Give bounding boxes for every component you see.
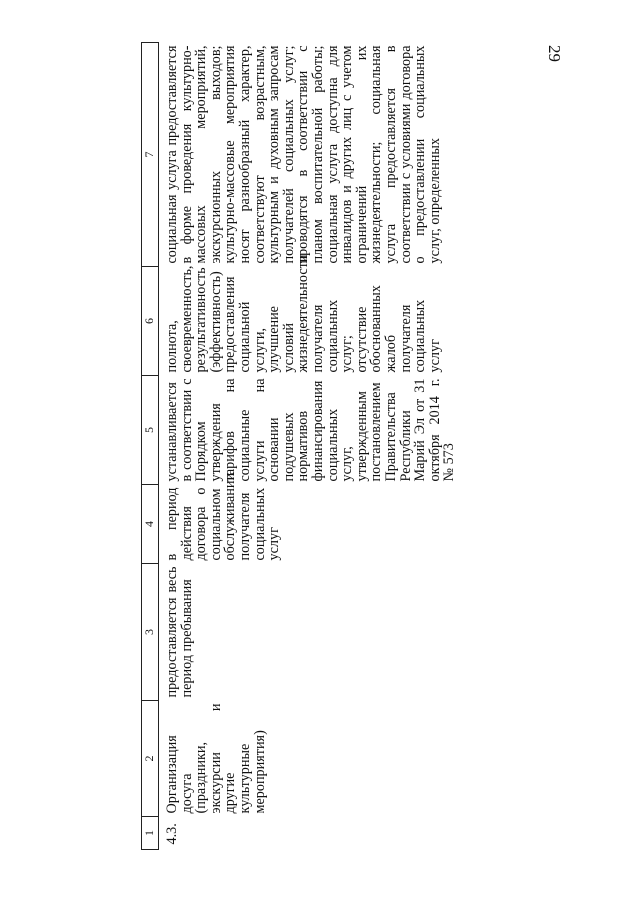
- header-col-3: 3: [142, 564, 159, 701]
- quality-indicators: полнота, своевременность, результативность (эффективность) предоставления социальной услуги, улучшение условий жизнедеятельности получателя социальных услуг; отсутствие обоснованных жалоб получателя социальных услуг: [164, 254, 443, 373]
- header-col-7: 7: [142, 43, 159, 267]
- page-number: 29: [545, 45, 564, 62]
- header-col-1: 1: [142, 817, 159, 850]
- row-number: 4.3.: [164, 823, 180, 845]
- table-row: [159, 43, 457, 850]
- service-name: Организация досуга (праздники, экскурсии и другие культурные мероприятия): [164, 703, 268, 814]
- services-table: [141, 42, 457, 850]
- payment-terms: устанавливается в соответствии с Порядком утверждения тарифов на социальные услуги на основании подушевых нормативов финансирования социальных услуг, утвержденным постановлением Правительства Республики Марий Эл от 31 октября 2014 г. № 573: [164, 378, 458, 482]
- service-period: в период действия договора о социальном обслуживании получателя социальных услуг: [164, 472, 283, 561]
- header-col-2: 2: [142, 701, 159, 817]
- header-col-6: 6: [142, 267, 159, 376]
- service-conditions: социальная услуга предоставляется в форме проведения культурно-массовых мероприятий, экскурсионных выходов; культурно-массовые мероприятия носят разнообразный характер, соответствуют возрастным, культурным и духовным запросам получателей социальных услуг; проводятся в соответствии с планом воспитательной работы; социальная услуга доступна для инвалидов и других лиц с учетом ограничений их жизнедеятельности; социальная услуга предоставляется в соответствии с условиями договора о предоставлении социальных услуг, определенных: [164, 45, 443, 264]
- header-col-4: 4: [142, 485, 159, 564]
- header-col-5: 5: [142, 376, 159, 485]
- service-duration: предоставляется весь период пребывания: [164, 566, 195, 698]
- table-header: [142, 43, 159, 850]
- header-row: [142, 43, 159, 850]
